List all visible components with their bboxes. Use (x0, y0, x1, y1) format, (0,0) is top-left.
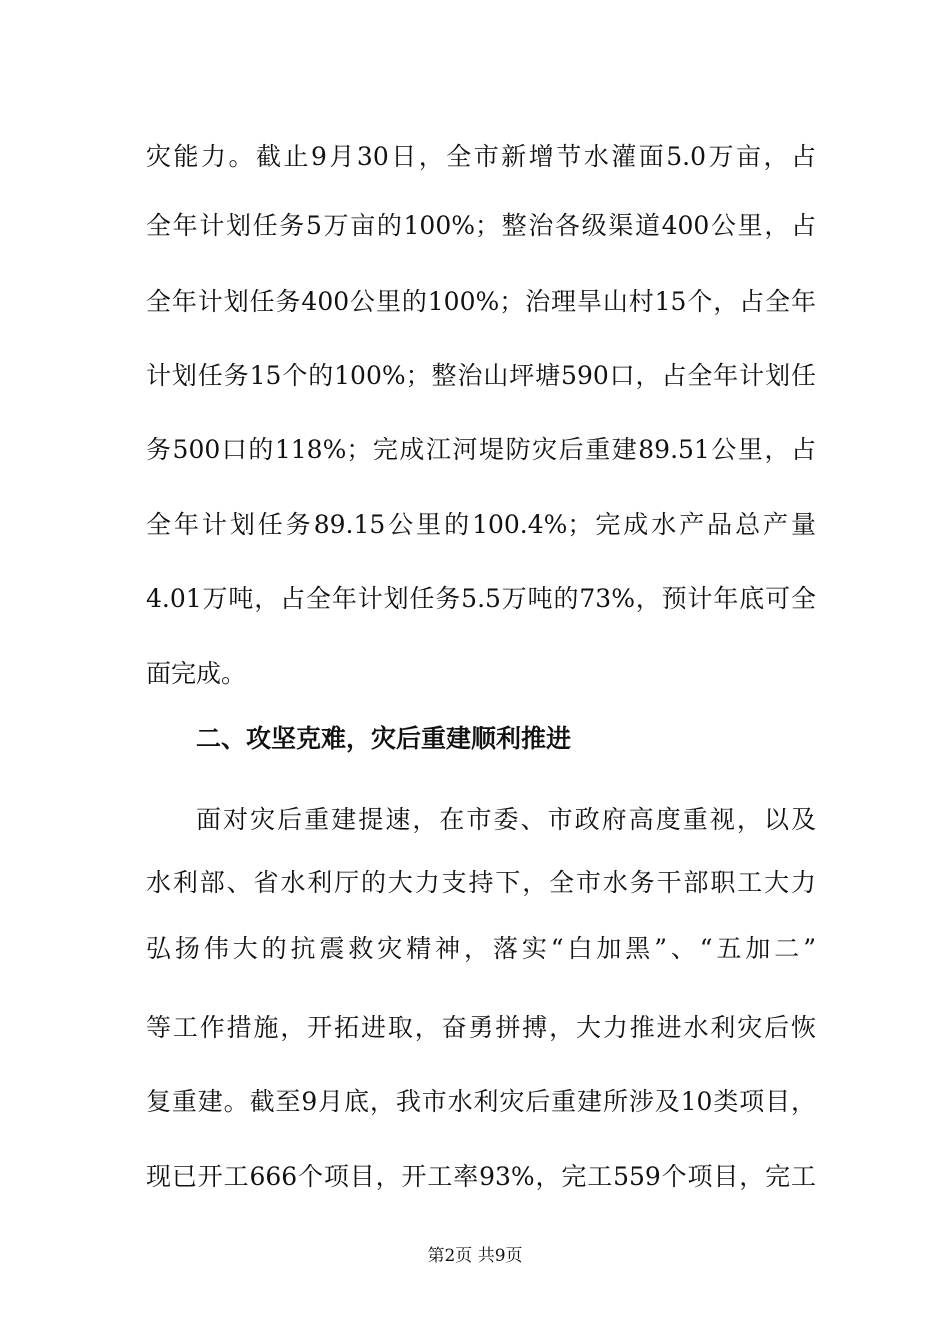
paragraph-line: 面对灾后重建提速，在市委、市政府高度重视，以及 (196, 805, 816, 834)
paragraph-line: 现已开工666个项目，开工率93%，完工559个项目，完工 (146, 1162, 816, 1191)
page-number-footer: 第2页 共9页 (427, 1246, 523, 1266)
paragraph-line: 复重建。截至9月底，我市水利灾后重建所涉及10类项目， (146, 1087, 816, 1116)
paragraph-line: 全年计划任务89.15公里的100.4%；完成水产品总产量 (146, 510, 816, 539)
paragraph-line: 弘扬伟大的抗震救灾精神，落实“白加黑”、“五加二” (146, 934, 816, 963)
paragraph-line: 4.01万吨，占全年计划任务5.5万吨的73%，预计年底可全 (146, 584, 816, 613)
section-heading: 二、攻坚克难，灾后重建顺利推进 (196, 724, 572, 753)
paragraph-line: 面完成。 (146, 659, 247, 688)
paragraph-line: 水利部、省水利厅的大力支持下，全市水务干部职工大力 (146, 868, 816, 897)
paragraph-line: 全年计划任务5万亩的100%；整治各级渠道400公里，占 (146, 211, 816, 240)
paragraph-line: 计划任务15个的100%；整治山坪塘590口，占全年计划任 (146, 361, 816, 390)
paragraph-line: 全年计划任务400公里的100%；治理旱山村15个，占全年 (146, 287, 816, 316)
paragraph-line: 务500口的118%；完成江河堤防灾后重建89.51公里，占 (146, 435, 816, 464)
paragraph-line: 灾能力。截止9月30日，全市新增节水灌面5.0万亩，占 (146, 142, 816, 171)
paragraph-line: 等工作措施，开拓进取，奋勇拼搏，大力推进水利灾后恢 (146, 1013, 816, 1042)
